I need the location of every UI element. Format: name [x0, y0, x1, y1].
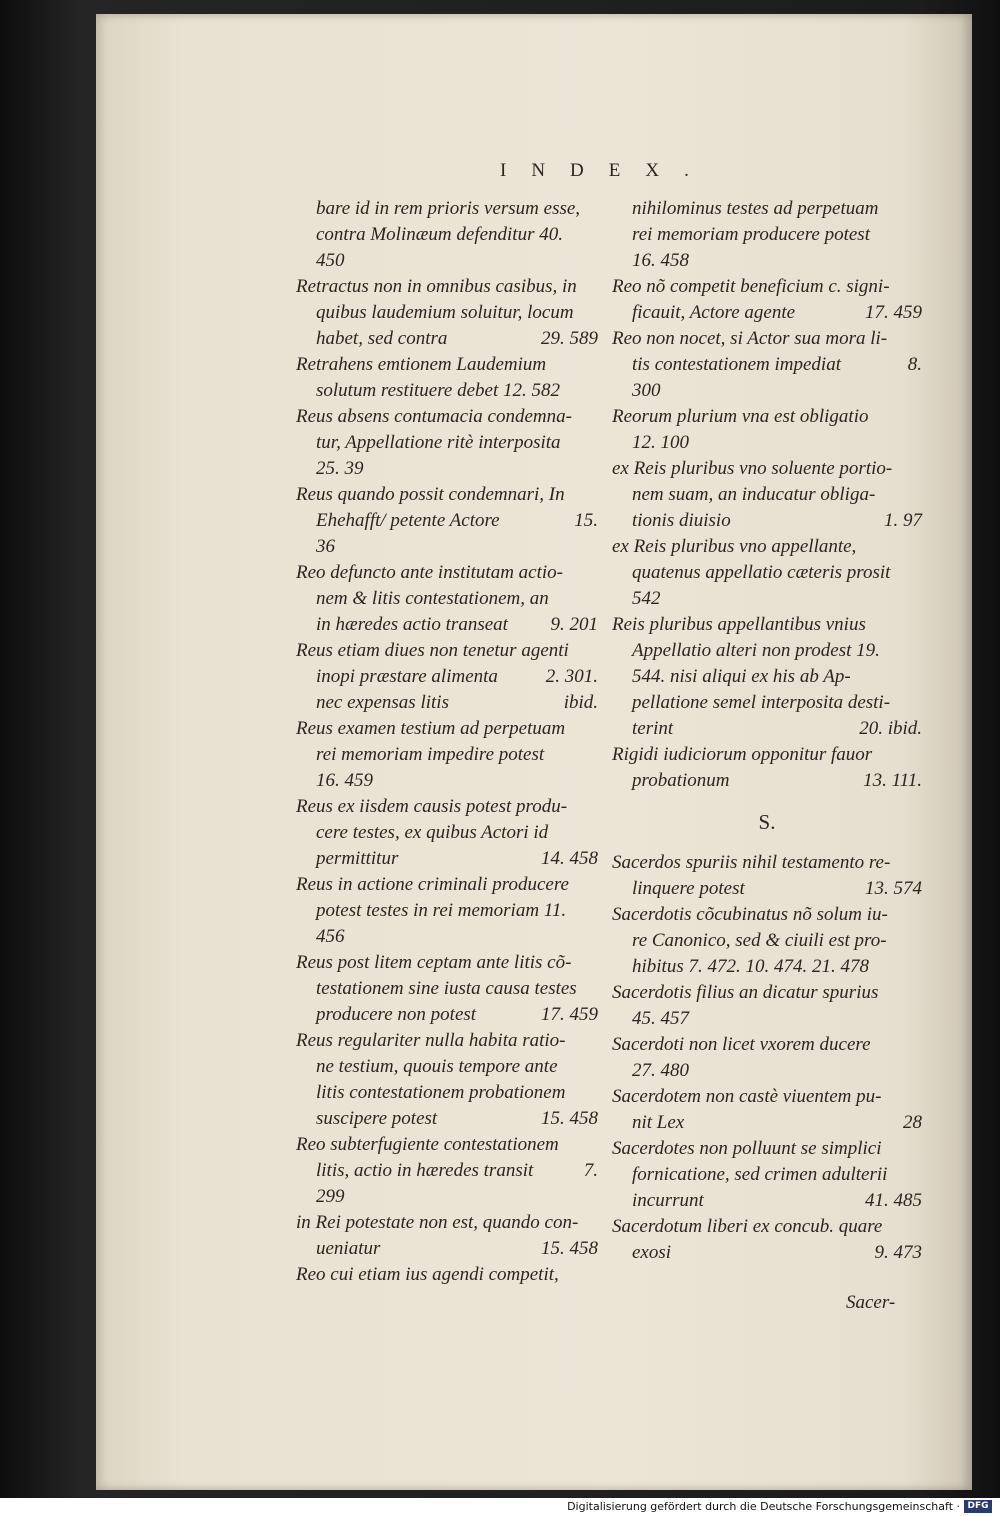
index-line — [612, 196, 922, 222]
index-line — [296, 326, 598, 352]
index-line-text: Reo non nocet, si Actor sua mora li- — [612, 328, 888, 349]
index-line — [296, 300, 598, 326]
index-line-reference: 15. — [574, 510, 598, 531]
index-line — [296, 1002, 598, 1028]
index-line — [612, 404, 922, 430]
index-line — [296, 1106, 598, 1132]
index-line-reference: 14. 458 — [541, 848, 598, 869]
catchword: Sacer- — [846, 1292, 896, 1313]
index-line-text: Reo nõ competit beneficium c. signi- — [612, 276, 890, 297]
index-line-text: Reo cui etiam ius agendi competit, — [296, 1264, 559, 1285]
index-line — [296, 846, 598, 872]
index-line — [296, 690, 598, 716]
index-line-text: hibitus 7. 472. 10. 474. 21. 478 — [632, 956, 869, 977]
index-line — [612, 534, 922, 560]
index-line-reference: 8. — [907, 354, 922, 375]
index-line-text: nec expensas litis — [316, 692, 449, 713]
index-line — [296, 586, 598, 612]
index-line-reference: 15. 458 — [541, 1238, 598, 1259]
index-line-text: 456 — [316, 926, 345, 947]
index-line-text: ne testium, quouis tempore ante — [316, 1056, 558, 1077]
index-line-text: litis contestationem probationem — [316, 1082, 566, 1103]
index-line-text: fornicatione, sed crimen adulterii — [632, 1164, 888, 1185]
index-line — [296, 1132, 598, 1158]
index-line — [296, 742, 598, 768]
index-line-text: tur, Appellatione ritè interposita — [316, 432, 561, 453]
index-line-text: cere testes, ex quibus Actori id — [316, 822, 549, 843]
index-line-text: exosi — [632, 1242, 672, 1263]
index-line-text: 299 — [316, 1186, 345, 1207]
index-line — [612, 768, 922, 794]
index-line — [296, 508, 598, 534]
index-entries-s — [612, 850, 922, 1266]
index-line-reference: ibid. — [563, 692, 598, 713]
index-line-text: tis contestationem impediat — [632, 354, 841, 375]
index-line-text: linquere potest — [632, 878, 745, 899]
index-line-text: 544. nisi aliqui ex his ab Ap- — [632, 666, 851, 687]
index-line — [612, 300, 922, 326]
index-line-reference: 9. 473 — [874, 1242, 922, 1263]
index-line-text: Reo subterfugiente contestationem — [296, 1134, 559, 1155]
index-line — [296, 1236, 598, 1262]
index-line — [612, 876, 922, 902]
index-line — [296, 352, 598, 378]
index-line — [296, 638, 598, 664]
index-line-text: 25. 39 — [316, 458, 364, 479]
index-line — [612, 378, 922, 404]
index-line-text: habet, sed contra — [316, 328, 448, 349]
index-entries-r — [612, 196, 922, 794]
index-line-text: Reus ex iisdem causis potest produ- — [296, 796, 568, 817]
index-line — [612, 248, 922, 274]
index-line-text: Reus in actione criminali producere — [296, 874, 569, 895]
index-line-text: Reus examen testium ad perpetuam — [296, 718, 566, 739]
index-line — [612, 612, 922, 638]
index-line — [296, 560, 598, 586]
index-line-text: probationum — [632, 770, 730, 791]
index-line-text: nem suam, an inducatur obliga- — [632, 484, 876, 505]
index-line-text: 27. 480 — [632, 1060, 689, 1081]
index-line — [612, 850, 922, 876]
index-line-reference: 17. 459 — [865, 302, 922, 323]
index-line — [296, 768, 598, 794]
index-line — [296, 950, 598, 976]
index-line-text: Retractus non in omnibus casibus, in — [296, 276, 577, 297]
index-line-text: in Rei potestate non est, quando con- — [296, 1212, 579, 1233]
index-line-text: Sacerdos spuriis nihil testamento re- — [612, 852, 891, 873]
index-line — [296, 1210, 598, 1236]
index-line — [296, 456, 598, 482]
index-line — [612, 902, 922, 928]
index-line — [296, 274, 598, 300]
index-line — [296, 1080, 598, 1106]
index-line-text: Sacerdoti non licet vxorem ducere — [612, 1034, 871, 1055]
index-line-text: Reus post litem ceptam ante litis cõ- — [296, 952, 572, 973]
footer-credit: Digitalisierung gefördert durch die Deutsche Forschungsgemeinschaft · — [567, 1500, 960, 1513]
index-line-text: 16. 458 — [632, 250, 689, 271]
index-line — [612, 954, 922, 980]
index-line — [612, 980, 922, 1006]
index-line — [296, 534, 598, 560]
running-head: INDEX. — [500, 160, 714, 181]
index-line — [612, 430, 922, 456]
index-line-text: Reorum plurium vna est obligatio — [612, 406, 869, 427]
index-line-text: 542 — [632, 588, 661, 609]
index-line — [612, 1188, 922, 1214]
index-line-text: Reis pluribus appellantibus vnius — [612, 614, 866, 635]
index-line-text: inopi præstare alimenta — [316, 666, 498, 687]
index-line — [296, 716, 598, 742]
index-line — [612, 664, 922, 690]
index-line — [612, 1006, 922, 1032]
index-line — [296, 248, 598, 274]
index-line — [612, 690, 922, 716]
index-line-text: Reo defuncto ante institutam actio- — [296, 562, 564, 583]
index-line — [612, 222, 922, 248]
index-line-text: Reus absens contumacia condemna- — [296, 406, 572, 427]
index-line — [296, 430, 598, 456]
index-line-reference: 28 — [903, 1112, 922, 1133]
index-line — [612, 1110, 922, 1136]
index-line-reference: 15. 458 — [541, 1108, 598, 1129]
index-line — [296, 1054, 598, 1080]
index-line-text: Reus quando possit condemnari, In — [296, 484, 565, 505]
index-line-text: Retrahens emtionem Laudemium — [296, 354, 547, 375]
digitization-footer — [0, 1498, 1000, 1516]
index-line — [296, 196, 598, 222]
index-line — [296, 482, 598, 508]
index-line-text: Rigidi iudiciorum opponitur fauor — [612, 744, 873, 765]
dfg-logo: DFG — [964, 1500, 992, 1513]
index-line — [612, 1214, 922, 1240]
index-line — [296, 898, 598, 924]
index-line-text: Appellatio alteri non prodest 19. — [632, 640, 880, 661]
index-line-text: nihilominus testes ad perpetuam — [632, 198, 879, 219]
index-line — [612, 716, 922, 742]
index-line-text: contra Molinæum defenditur 40. — [316, 224, 563, 245]
index-line-reference: 2. 301. — [545, 666, 598, 687]
index-line-text: potest testes in rei memoriam 11. — [316, 900, 567, 921]
index-line — [612, 928, 922, 954]
index-line-text: litis, actio in hæredes transit — [316, 1160, 534, 1181]
index-line — [612, 1032, 922, 1058]
index-column-right — [612, 196, 922, 1266]
index-line — [612, 1136, 922, 1162]
index-line-text: rei memoriam impedire potest — [316, 744, 545, 765]
index-line — [612, 456, 922, 482]
index-line — [296, 794, 598, 820]
index-line-text: in hæredes actio transeat — [316, 614, 508, 635]
index-line — [612, 274, 922, 300]
index-line — [296, 1262, 598, 1288]
index-line — [296, 1184, 598, 1210]
index-line-text: re Canonico, sed & ciuili est pro- — [632, 930, 887, 951]
index-line-text: 45. 457 — [632, 1008, 689, 1029]
index-line — [612, 352, 922, 378]
index-line-text: Sacerdotem non castè viuentem pu- — [612, 1086, 882, 1107]
index-line-text: Sacerdotum liberi ex concub. quare — [612, 1216, 883, 1237]
index-line-reference: 17. 459 — [541, 1004, 598, 1025]
index-line — [296, 924, 598, 950]
index-line — [612, 326, 922, 352]
index-line-text: Ehehafft/ petente Actore — [316, 510, 500, 531]
index-line-text: quibus laudemium soluitur, locum — [316, 302, 574, 323]
index-line — [296, 222, 598, 248]
index-line — [296, 820, 598, 846]
index-line-text: ficauit, Actore agente — [632, 302, 796, 323]
index-line-text: Sacerdotis filius an dicatur spurius — [612, 982, 879, 1003]
index-line-text: suscipere potest — [316, 1108, 438, 1129]
index-line-text: Reus etiam diues non tenetur agenti — [296, 640, 569, 661]
index-line — [612, 482, 922, 508]
index-line-text: 36 — [316, 536, 335, 557]
index-line — [296, 378, 598, 404]
index-line-text: bare id in rem prioris versum esse, — [316, 198, 581, 219]
index-line-text: testationem sine iusta causa testes — [316, 978, 577, 999]
index-line — [296, 612, 598, 638]
index-line — [612, 560, 922, 586]
index-line — [296, 976, 598, 1002]
index-line-text: ex Reis pluribus vno soluente portio- — [612, 458, 893, 479]
index-line-text: ex Reis pluribus vno appellante, — [612, 536, 857, 557]
section-letter: S. — [758, 810, 776, 834]
index-line-reference: 9. 201 — [550, 614, 598, 635]
index-line — [296, 1158, 598, 1184]
index-line-reference: 1. 97 — [884, 510, 922, 531]
index-line-text: Reus regulariter nulla habita ratio- — [296, 1030, 566, 1051]
index-line — [296, 872, 598, 898]
index-line-reference: 13. 574 — [865, 878, 922, 899]
index-line — [612, 1084, 922, 1110]
index-line-text: nit Lex — [632, 1112, 685, 1133]
index-column-left — [296, 196, 598, 1288]
index-line-reference: 29. 589 — [541, 328, 598, 349]
index-line — [612, 586, 922, 612]
index-line-text: quatenus appellatio cæteris prosit — [632, 562, 891, 583]
index-line-text: nem & litis contestationem, an — [316, 588, 549, 609]
index-line — [612, 1240, 922, 1266]
index-line-text: terint — [632, 718, 674, 739]
index-line-text: ueniatur — [316, 1238, 381, 1259]
index-line-reference: 41. 485 — [865, 1190, 922, 1211]
index-line — [612, 742, 922, 768]
index-line-reference: 7. — [583, 1160, 598, 1181]
index-line-reference: 20. ibid. — [859, 718, 922, 739]
index-line-text: tionis diuisio — [632, 510, 731, 531]
index-line-text: solutum restituere debet 12. 582 — [316, 380, 560, 401]
index-line — [612, 638, 922, 664]
index-line-text: Sacerdotes non polluunt se simplici — [612, 1138, 882, 1159]
index-line — [612, 508, 922, 534]
index-line-text: incurrunt — [632, 1190, 704, 1211]
index-line-text: pellatione semel interposita desti- — [632, 692, 891, 713]
index-line-text: permittitur — [316, 848, 399, 869]
index-line — [296, 404, 598, 430]
index-line-text: producere non potest — [316, 1004, 477, 1025]
index-line-text: 450 — [316, 250, 345, 271]
index-line — [612, 1058, 922, 1084]
index-line — [612, 1162, 922, 1188]
index-line-text: 16. 459 — [316, 770, 373, 791]
index-line-reference: 13. 111. — [863, 770, 922, 791]
index-line-text: 300 — [632, 380, 661, 401]
index-line — [296, 1028, 598, 1054]
index-line-text: 12. 100 — [632, 432, 689, 453]
index-line-text: rei memoriam producere potest — [632, 224, 870, 245]
index-line — [296, 664, 598, 690]
index-line-text: Sacerdotis cõcubinatus nõ solum iu- — [612, 904, 888, 925]
